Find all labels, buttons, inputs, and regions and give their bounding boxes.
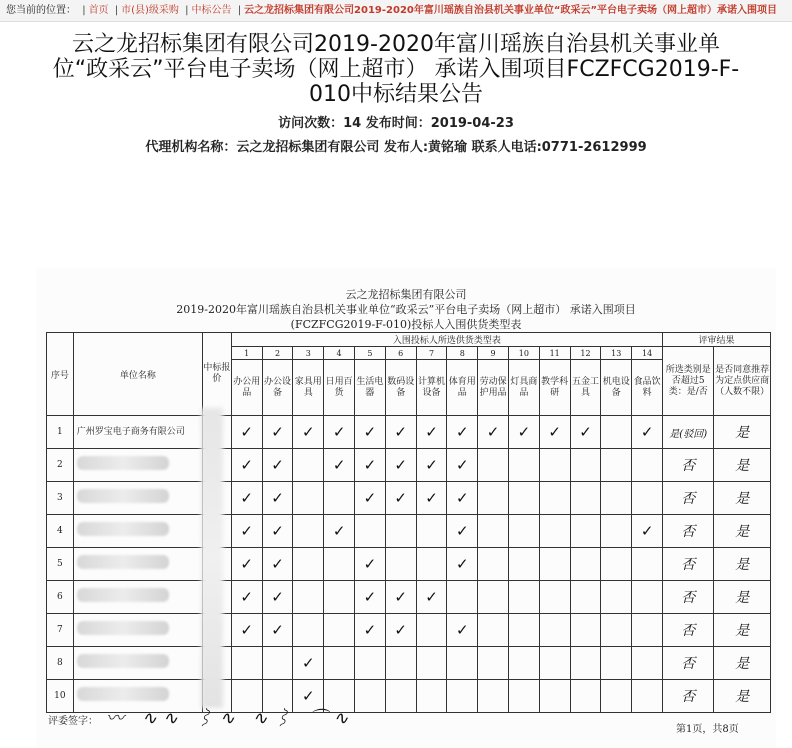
row-category-cell xyxy=(570,647,601,680)
row-category-cell xyxy=(508,680,539,713)
category-name: 灯具商品 xyxy=(508,360,539,416)
row-category-cell xyxy=(632,515,663,548)
category-number: 3 xyxy=(293,347,324,360)
check-mark-icon: ✓ xyxy=(517,423,531,441)
visit-info: 访问次数：14 发布时间：2019-04-23 xyxy=(278,116,514,131)
row-category-cell xyxy=(262,581,293,614)
row-seq: 1 xyxy=(47,416,74,449)
row-category-cell xyxy=(447,416,478,449)
row-review-exceeds: 否 xyxy=(663,581,714,614)
check-mark-icon: ✓ xyxy=(363,588,377,606)
check-mark-icon: ✓ xyxy=(271,522,284,540)
check-mark-icon: ✓ xyxy=(302,423,315,441)
row-category-cell xyxy=(262,614,293,647)
category-name: 劳动保护用品 xyxy=(478,360,509,416)
row-category-cell xyxy=(416,449,447,482)
category-number: 4 xyxy=(324,347,355,360)
row-category-cell xyxy=(447,581,478,614)
row-review-exceeds: 否 xyxy=(663,647,714,680)
reviewer-signatures: 〰 ∿∿ ⌇∿ ∿⌇ ⌒∿ xyxy=(106,708,355,729)
redaction-blur xyxy=(77,456,169,470)
row-category-cell xyxy=(231,548,262,581)
check-mark-icon: ✓ xyxy=(640,522,654,540)
check-mark-icon: ✓ xyxy=(240,621,253,639)
row-category-cell xyxy=(539,449,570,482)
row-category-cell xyxy=(601,614,632,647)
check-mark-icon: ✓ xyxy=(579,423,592,441)
row-category-cell xyxy=(508,647,539,680)
row-category-cell xyxy=(478,680,509,713)
row-category-cell xyxy=(262,515,293,548)
row-category-cell xyxy=(416,548,447,581)
row-review-exceeds: 否 xyxy=(663,482,714,515)
row-review-exceeds: 否 xyxy=(663,449,714,482)
category-number: 13 xyxy=(601,347,632,360)
row-seq: 10 xyxy=(47,680,74,713)
row-category-cell xyxy=(355,482,386,515)
row-category-cell xyxy=(601,515,632,548)
row-category-cell xyxy=(324,614,355,647)
check-mark-icon: ✓ xyxy=(456,456,469,474)
row-category-cell xyxy=(632,416,663,449)
check-mark-icon: ✓ xyxy=(394,588,407,606)
row-category-cell xyxy=(416,614,447,647)
row-category-cell xyxy=(508,416,539,449)
check-mark-icon: ✓ xyxy=(240,522,253,540)
category-name: 体育用品 xyxy=(447,360,478,416)
row-category-cell xyxy=(231,647,262,680)
row-company-redacted xyxy=(73,548,202,581)
check-mark-icon: ✓ xyxy=(332,423,346,441)
row-category-cell xyxy=(447,482,478,515)
row-category-cell xyxy=(385,482,416,515)
row-category-cell xyxy=(478,482,509,515)
row-category-cell xyxy=(262,647,293,680)
row-category-cell xyxy=(324,581,355,614)
row-category-cell xyxy=(632,482,663,515)
row-seq: 2 xyxy=(47,449,74,482)
category-name: 计算机设备 xyxy=(416,360,447,416)
row-category-cell xyxy=(539,548,570,581)
table-row xyxy=(47,647,771,680)
row-category-cell xyxy=(355,449,386,482)
col-header-seq: 序号 xyxy=(47,333,74,416)
check-mark-icon: ✓ xyxy=(394,456,407,474)
row-category-cell xyxy=(355,581,386,614)
page-title xyxy=(20,32,772,107)
row-review-exceeds: 否 xyxy=(663,680,714,713)
col-header-unit: 单位名称 xyxy=(73,333,202,416)
row-category-cell xyxy=(539,614,570,647)
check-mark-icon: ✓ xyxy=(363,555,377,573)
row-category-cell xyxy=(508,614,539,647)
check-mark-icon: ✓ xyxy=(456,522,469,540)
row-category-cell xyxy=(478,449,509,482)
row-category-cell xyxy=(447,548,478,581)
group-header-review: 评审结果 xyxy=(663,333,771,347)
category-number: 11 xyxy=(539,347,570,360)
row-seq: 3 xyxy=(47,482,74,515)
row-category-cell xyxy=(385,680,416,713)
row-category-cell xyxy=(385,515,416,548)
row-category-cell xyxy=(324,416,355,449)
row-category-cell xyxy=(385,416,416,449)
row-category-cell xyxy=(416,647,447,680)
group-header-supply: 入围投标人所选供货类型表 xyxy=(231,333,662,347)
table-row xyxy=(47,581,771,614)
row-category-cell xyxy=(293,482,324,515)
row-company-redacted xyxy=(73,449,202,482)
row-category-cell xyxy=(601,449,632,482)
row-category-cell xyxy=(262,449,293,482)
row-category-cell xyxy=(539,680,570,713)
check-mark-icon: ✓ xyxy=(240,456,253,474)
row-category-cell xyxy=(478,548,509,581)
category-name: 家具用具 xyxy=(293,360,324,416)
redaction-blur xyxy=(77,621,169,635)
row-category-cell xyxy=(231,416,262,449)
breadcrumb-county-procurement-link[interactable]: 市(县)级采购 xyxy=(121,5,179,16)
category-name: 生活电器 xyxy=(355,360,386,416)
row-company-redacted xyxy=(73,581,202,614)
check-mark-icon: ✓ xyxy=(302,687,315,705)
row-category-cell xyxy=(293,449,324,482)
row-category-cell xyxy=(478,581,509,614)
row-category-cell xyxy=(508,449,539,482)
redaction-blur xyxy=(77,687,169,701)
row-category-cell xyxy=(293,416,324,449)
category-number: 6 xyxy=(385,347,416,360)
check-mark-icon: ✓ xyxy=(240,555,253,573)
row-category-cell xyxy=(539,515,570,548)
row-category-cell xyxy=(570,680,601,713)
row-category-cell xyxy=(324,449,355,482)
row-category-cell xyxy=(539,416,570,449)
row-review-recommend: 是 xyxy=(714,416,771,449)
col-header-review-2: 是否同意推荐为定点供应商（人数不限） xyxy=(714,347,771,416)
row-category-cell xyxy=(262,482,293,515)
title-line-3: 010中标结果公告 xyxy=(309,82,483,107)
category-number: 5 xyxy=(355,347,386,360)
check-mark-icon: ✓ xyxy=(425,423,438,441)
check-mark-icon: ✓ xyxy=(271,588,284,606)
check-mark-icon: ✓ xyxy=(425,489,438,507)
check-mark-icon: ✓ xyxy=(271,555,284,573)
check-mark-icon: ✓ xyxy=(456,621,469,639)
row-seq: 5 xyxy=(47,548,74,581)
row-category-cell xyxy=(478,515,509,548)
row-category-cell xyxy=(416,680,447,713)
row-category-cell xyxy=(539,647,570,680)
row-category-cell xyxy=(570,515,601,548)
check-mark-icon: ✓ xyxy=(302,654,315,672)
row-category-cell xyxy=(324,515,355,548)
category-number: 9 xyxy=(478,347,509,360)
check-mark-icon: ✓ xyxy=(394,621,407,639)
check-mark-icon: ✓ xyxy=(456,489,469,507)
redaction-blur xyxy=(77,522,169,536)
category-name: 机电设备 xyxy=(601,360,632,416)
row-category-cell xyxy=(293,614,324,647)
table-row xyxy=(47,416,771,449)
row-category-cell xyxy=(478,647,509,680)
check-mark-icon: ✓ xyxy=(363,489,377,507)
row-category-cell xyxy=(355,680,386,713)
row-category-cell xyxy=(508,548,539,581)
page-number: 第1页，共8页 xyxy=(676,724,739,735)
row-category-cell xyxy=(447,614,478,647)
check-mark-icon: ✓ xyxy=(363,456,377,474)
row-category-cell xyxy=(385,449,416,482)
check-mark-icon: ✓ xyxy=(640,423,654,441)
redaction-blur xyxy=(77,555,169,569)
category-name: 办公设备 xyxy=(262,360,293,416)
check-mark-icon: ✓ xyxy=(425,588,438,606)
row-category-cell xyxy=(601,581,632,614)
row-category-cell xyxy=(447,647,478,680)
check-mark-icon: ✓ xyxy=(271,456,284,474)
row-review-recommend: 是 xyxy=(714,482,771,515)
row-category-cell xyxy=(539,482,570,515)
category-number: 14 xyxy=(632,347,663,360)
scanned-document xyxy=(36,268,776,748)
row-category-cell xyxy=(570,416,601,449)
doc-header-table-title: (FCZFCG2019-F-010)投标人入围供货类型表 xyxy=(290,318,522,331)
row-category-cell xyxy=(632,647,663,680)
row-category-cell xyxy=(601,647,632,680)
category-name: 教学科研 xyxy=(539,360,570,416)
row-category-cell xyxy=(416,581,447,614)
row-category-cell xyxy=(355,647,386,680)
row-category-cell xyxy=(231,449,262,482)
breadcrumb-current: 云之龙招标集团有限公司2019-2020年富川瑶族自治县机关事业单位“政采云”平台电子卖场（网上超市）承诺入围项目 xyxy=(244,5,778,16)
check-mark-icon: ✓ xyxy=(394,423,407,441)
row-category-cell xyxy=(632,614,663,647)
check-mark-icon: ✓ xyxy=(363,621,377,639)
row-category-cell xyxy=(447,680,478,713)
check-mark-icon: ✓ xyxy=(363,423,377,441)
row-review-exceeds: 否 xyxy=(663,614,714,647)
row-review-recommend: 是 xyxy=(714,680,771,713)
row-review-recommend: 是 xyxy=(714,515,771,548)
col-header-review-1: 所选类别是否超过5类：是/否 xyxy=(663,347,714,416)
row-category-cell xyxy=(355,416,386,449)
table-row xyxy=(47,482,771,515)
row-seq: 4 xyxy=(47,515,74,548)
check-mark-icon: ✓ xyxy=(548,423,561,441)
check-mark-icon: ✓ xyxy=(240,423,253,441)
row-seq: 8 xyxy=(47,647,74,680)
check-mark-icon: ✓ xyxy=(332,456,346,474)
redaction-blur xyxy=(77,654,169,668)
table-row xyxy=(47,548,771,581)
category-number: 10 xyxy=(508,347,539,360)
category-number: 2 xyxy=(262,347,293,360)
breadcrumb-lead: 您当前的位置： xyxy=(6,5,76,16)
check-mark-icon: ✓ xyxy=(332,522,346,540)
row-category-cell xyxy=(231,482,262,515)
redaction-blur xyxy=(77,588,169,602)
row-category-cell xyxy=(447,515,478,548)
row-category-cell xyxy=(416,515,447,548)
category-number: 12 xyxy=(570,347,601,360)
category-name: 数码设备 xyxy=(385,360,416,416)
breadcrumb-award-notice-link[interactable]: 中标公告 xyxy=(191,5,232,16)
row-category-cell xyxy=(293,581,324,614)
check-mark-icon: ✓ xyxy=(456,423,469,441)
row-category-cell xyxy=(601,548,632,581)
row-category-cell xyxy=(570,548,601,581)
redaction-quote-column xyxy=(201,408,223,708)
row-category-cell xyxy=(231,614,262,647)
row-category-cell xyxy=(355,614,386,647)
check-mark-icon: ✓ xyxy=(456,555,469,573)
check-mark-icon: ✓ xyxy=(271,489,284,507)
row-category-cell xyxy=(539,581,570,614)
row-category-cell xyxy=(601,482,632,515)
row-category-cell xyxy=(508,482,539,515)
row-category-cell xyxy=(262,548,293,581)
redaction-blur xyxy=(77,489,169,503)
row-category-cell xyxy=(385,548,416,581)
row-category-cell xyxy=(324,647,355,680)
row-seq: 6 xyxy=(47,581,74,614)
row-category-cell xyxy=(385,581,416,614)
row-category-cell xyxy=(355,515,386,548)
row-category-cell xyxy=(416,482,447,515)
row-category-cell xyxy=(570,614,601,647)
check-mark-icon: ✓ xyxy=(271,621,284,639)
category-number: 1 xyxy=(231,347,262,360)
row-review-recommend: 是 xyxy=(714,614,771,647)
row-category-cell xyxy=(293,515,324,548)
row-category-cell xyxy=(508,515,539,548)
category-number: 7 xyxy=(416,347,447,360)
check-mark-icon: ✓ xyxy=(240,489,253,507)
row-category-cell xyxy=(231,581,262,614)
row-category-cell xyxy=(570,482,601,515)
row-review-exceeds: 否 xyxy=(663,548,714,581)
table-row xyxy=(47,449,771,482)
doc-header-project: 2019-2020年富川瑶族自治县机关事业单位“政采云”平台电子卖场（网上超市） 承诺入围项目 xyxy=(176,303,636,316)
row-company-redacted xyxy=(73,614,202,647)
row-category-cell xyxy=(478,614,509,647)
check-mark-icon: ✓ xyxy=(271,423,284,441)
signature-label: 评委签字： xyxy=(48,716,98,727)
row-review-recommend: 是 xyxy=(714,581,771,614)
row-company-redacted xyxy=(73,647,202,680)
row-category-cell xyxy=(416,416,447,449)
row-category-cell xyxy=(231,515,262,548)
table-row xyxy=(47,515,771,548)
row-category-cell xyxy=(324,482,355,515)
row-category-cell xyxy=(293,647,324,680)
row-category-cell xyxy=(355,548,386,581)
row-category-cell xyxy=(385,647,416,680)
title-line-1: 云之龙招标集团有限公司2019-2020年富川瑶族自治县机关事业单 xyxy=(72,32,720,57)
breadcrumb: 您当前的位置： | 首页 | 市(县)级采购 | 中标公告 | 云之龙招标集团有限公司2019-2020年富川瑶族自治县机关事业单位“政采云”平台电子卖场（网上超市）承诺入围项目 xyxy=(0,0,792,22)
supply-type-table xyxy=(46,332,771,713)
check-mark-icon: ✓ xyxy=(240,588,253,606)
row-category-cell xyxy=(324,548,355,581)
row-category-cell xyxy=(632,548,663,581)
category-number: 8 xyxy=(447,347,478,360)
breadcrumb-home-link[interactable]: 首页 xyxy=(88,5,109,16)
row-category-cell xyxy=(632,581,663,614)
row-category-cell xyxy=(293,548,324,581)
category-name: 办公用品 xyxy=(231,360,262,416)
row-category-cell xyxy=(447,449,478,482)
row-review-recommend: 是 xyxy=(714,449,771,482)
row-seq: 7 xyxy=(47,614,74,647)
row-category-cell xyxy=(478,416,509,449)
category-name: 日用百货 xyxy=(324,360,355,416)
row-review-exceeds: 是(驳回) xyxy=(663,416,714,449)
row-category-cell xyxy=(632,449,663,482)
row-category-cell xyxy=(508,581,539,614)
row-review-recommend: 是 xyxy=(714,548,771,581)
row-review-recommend: 是 xyxy=(714,647,771,680)
row-category-cell xyxy=(632,680,663,713)
row-category-cell xyxy=(601,416,632,449)
check-mark-icon: ✓ xyxy=(394,489,407,507)
row-category-cell xyxy=(601,680,632,713)
category-name: 食品饮料 xyxy=(632,360,663,416)
check-mark-icon: ✓ xyxy=(425,456,438,474)
check-mark-icon: ✓ xyxy=(486,423,500,441)
title-line-2: 位“政采云”平台电子卖场（网上超市） 承诺入围项目FCZFCG2019-F- xyxy=(52,57,740,82)
row-company-redacted xyxy=(73,482,202,515)
row-category-cell xyxy=(570,449,601,482)
row-category-cell xyxy=(385,614,416,647)
row-category-cell xyxy=(262,416,293,449)
row-category-cell xyxy=(570,581,601,614)
row-review-exceeds: 否 xyxy=(663,515,714,548)
row-company-name: 广州罗宝电子商务有限公司 xyxy=(73,416,202,449)
agency-info: 代理机构名称：云之龙招标集团有限公司 发布人:黄铭瑜 联系人电话:0771-2612999 xyxy=(145,140,647,155)
category-name: 五金工具 xyxy=(570,360,601,416)
col-header-quote: 中标报价 xyxy=(203,333,232,416)
doc-header-company: 云之龙招标集团有限公司 xyxy=(345,288,467,301)
table-row xyxy=(47,614,771,647)
row-company-redacted xyxy=(73,515,202,548)
